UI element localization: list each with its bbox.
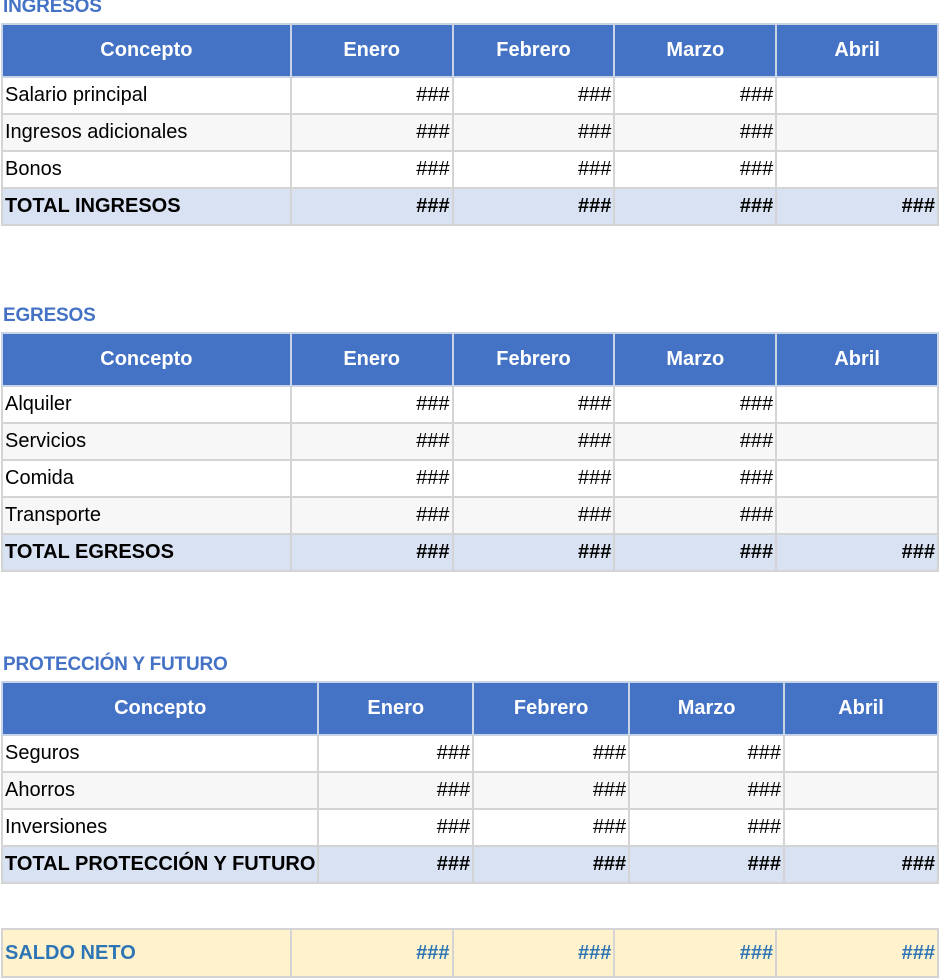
table-row (2, 386, 938, 423)
total-value-cell[interactable]: ### (776, 534, 938, 571)
header-cell[interactable]: Enero (318, 682, 473, 735)
value-cell[interactable]: ### (614, 151, 776, 188)
value-cell[interactable] (776, 497, 938, 534)
total-label-cell[interactable]: TOTAL PROTECCIÓN Y FUTURO (2, 846, 318, 883)
total-value-cell[interactable]: ### (784, 846, 938, 883)
value-cell[interactable]: ### (291, 460, 453, 497)
value-cell[interactable]: ### (318, 735, 473, 772)
value-cell[interactable]: ### (614, 114, 776, 151)
row-label-cell[interactable]: Comida (2, 460, 291, 497)
total-value-cell[interactable]: ### (614, 188, 776, 225)
value-cell[interactable]: ### (291, 386, 453, 423)
total-value-cell[interactable]: ### (291, 534, 453, 571)
row-label-cell[interactable]: Transporte (2, 497, 291, 534)
value-cell[interactable]: ### (453, 460, 615, 497)
header-cell[interactable]: Concepto (2, 333, 291, 386)
value-cell[interactable] (784, 772, 938, 809)
saldo-neto-row (2, 929, 938, 977)
value-cell[interactable]: ### (473, 735, 629, 772)
value-cell[interactable] (776, 77, 938, 114)
table-row (2, 735, 938, 772)
total-value-cell[interactable]: ### (453, 188, 615, 225)
value-cell[interactable]: ### (614, 386, 776, 423)
saldo-neto-value-cell[interactable]: ### (453, 929, 615, 977)
value-cell[interactable]: ### (453, 423, 615, 460)
value-cell[interactable]: ### (291, 497, 453, 534)
row-label-cell[interactable]: Ahorros (2, 772, 318, 809)
total-value-cell[interactable]: ### (291, 188, 453, 225)
header-row (2, 24, 938, 77)
header-row (2, 682, 938, 735)
value-cell[interactable]: ### (453, 151, 615, 188)
header-cell[interactable]: Enero (291, 333, 453, 386)
value-cell[interactable]: ### (453, 77, 615, 114)
table-row (2, 77, 938, 114)
total-value-cell[interactable]: ### (318, 846, 473, 883)
total-value-cell[interactable]: ### (453, 534, 615, 571)
header-cell[interactable]: Concepto (2, 682, 318, 735)
row-label-cell[interactable]: Seguros (2, 735, 318, 772)
header-cell[interactable]: Febrero (473, 682, 629, 735)
section-title-ingresos: INGRESOS (3, 0, 102, 17)
total-label-cell[interactable]: TOTAL EGRESOS (2, 534, 291, 571)
value-cell[interactable]: ### (614, 460, 776, 497)
table-row (2, 114, 938, 151)
value-cell[interactable]: ### (453, 114, 615, 151)
table-row (2, 151, 938, 188)
value-cell[interactable] (776, 423, 938, 460)
section-title-egresos: EGRESOS (3, 305, 96, 326)
value-cell[interactable]: ### (614, 497, 776, 534)
value-cell[interactable]: ### (614, 77, 776, 114)
table-row (2, 460, 938, 497)
value-cell[interactable] (776, 114, 938, 151)
total-row (2, 534, 938, 571)
row-label-cell[interactable]: Bonos (2, 151, 291, 188)
table-row (2, 423, 938, 460)
value-cell[interactable]: ### (629, 735, 784, 772)
total-value-cell[interactable]: ### (473, 846, 629, 883)
egresos-table (1, 332, 939, 572)
section-title-proteccion: PROTECCIÓN Y FUTURO (3, 654, 228, 675)
value-cell[interactable] (784, 735, 938, 772)
header-cell[interactable]: Febrero (453, 24, 615, 77)
header-cell[interactable]: Marzo (614, 24, 776, 77)
header-cell[interactable]: Concepto (2, 24, 291, 77)
row-label-cell[interactable]: Servicios (2, 423, 291, 460)
row-label-cell[interactable]: Inversiones (2, 809, 318, 846)
saldo-neto-label-cell[interactable]: SALDO NETO (2, 929, 291, 977)
total-value-cell[interactable]: ### (629, 846, 784, 883)
row-label-cell[interactable]: Alquiler (2, 386, 291, 423)
value-cell[interactable]: ### (318, 772, 473, 809)
value-cell[interactable] (784, 809, 938, 846)
value-cell[interactable]: ### (453, 386, 615, 423)
saldo-neto-table (1, 928, 939, 978)
row-label-cell[interactable]: Salario principal (2, 77, 291, 114)
header-cell[interactable]: Abril (776, 333, 938, 386)
value-cell[interactable] (776, 460, 938, 497)
value-cell[interactable]: ### (614, 423, 776, 460)
total-label-cell[interactable]: TOTAL INGRESOS (2, 188, 291, 225)
header-cell[interactable]: Marzo (629, 682, 784, 735)
header-cell[interactable]: Febrero (453, 333, 615, 386)
header-cell[interactable]: Abril (784, 682, 938, 735)
table-row (2, 497, 938, 534)
proteccion-table (1, 681, 939, 884)
saldo-neto-value-cell[interactable]: ### (291, 929, 453, 977)
value-cell[interactable]: ### (291, 77, 453, 114)
saldo-neto-value-cell[interactable]: ### (614, 929, 776, 977)
value-cell[interactable]: ### (291, 423, 453, 460)
header-cell[interactable]: Enero (291, 24, 453, 77)
total-value-cell[interactable]: ### (776, 188, 938, 225)
value-cell[interactable]: ### (473, 772, 629, 809)
value-cell[interactable]: ### (629, 809, 784, 846)
value-cell[interactable]: ### (473, 809, 629, 846)
table-row (2, 809, 938, 846)
value-cell[interactable]: ### (318, 809, 473, 846)
saldo-neto-value-cell[interactable]: ### (776, 929, 938, 977)
header-cell[interactable]: Abril (776, 24, 938, 77)
header-cell[interactable]: Marzo (614, 333, 776, 386)
table-row (2, 772, 938, 809)
ingresos-table (1, 23, 939, 226)
value-cell[interactable] (776, 386, 938, 423)
total-row (2, 846, 938, 883)
header-row (2, 333, 938, 386)
total-value-cell[interactable]: ### (614, 534, 776, 571)
value-cell[interactable]: ### (629, 772, 784, 809)
total-row (2, 188, 938, 225)
value-cell[interactable]: ### (453, 497, 615, 534)
value-cell[interactable]: ### (291, 114, 453, 151)
row-label-cell[interactable]: Ingresos adicionales (2, 114, 291, 151)
value-cell[interactable]: ### (291, 151, 453, 188)
value-cell[interactable] (776, 151, 938, 188)
